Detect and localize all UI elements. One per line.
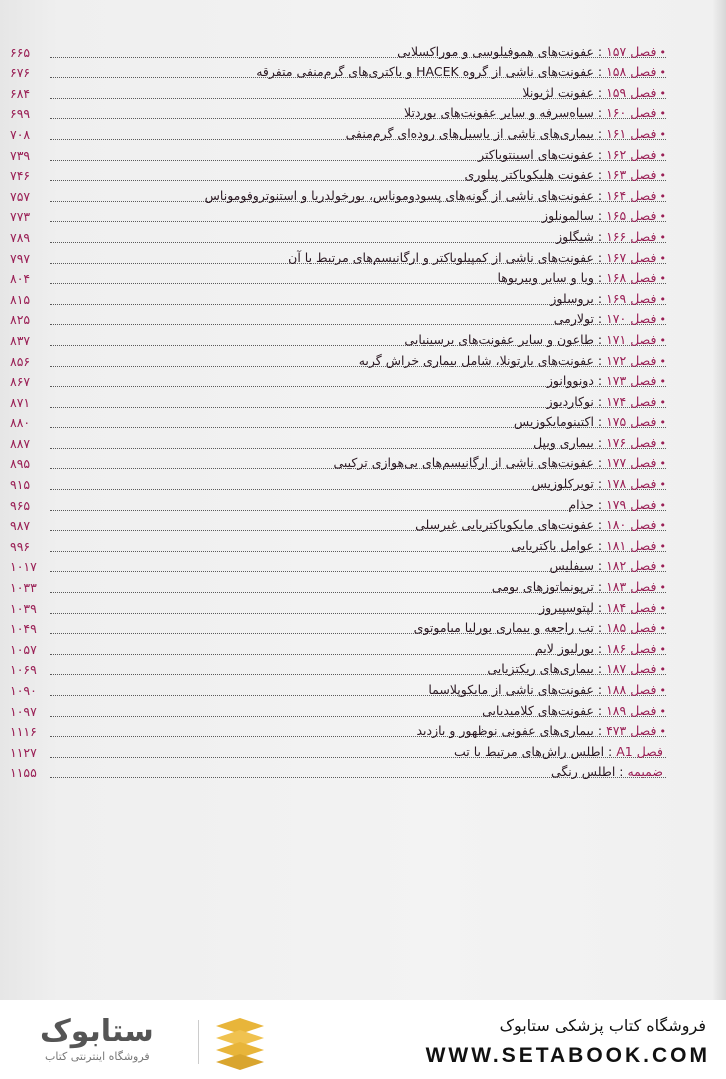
toc-row [10, 122, 666, 143]
chapter-number: فصل ۱۸۰ [606, 517, 657, 533]
bullet-icon: • [659, 457, 666, 471]
page-number: ۶۷۶ [10, 65, 31, 81]
toc-row [10, 205, 666, 226]
logo-divider [198, 1020, 199, 1064]
chapter-number: فصل ۱۸۶ [606, 640, 657, 656]
page-number: ۹۸۷ [10, 518, 31, 534]
page-number: ۱۱۵۵ [10, 765, 37, 781]
chapter-number: فصل ۱۸۴ [606, 599, 657, 615]
page-number: ۸۸۷ [10, 435, 31, 451]
chapter-number: فصل ۱۷۸ [606, 476, 657, 492]
toc-entry [359, 353, 666, 370]
toc-row [10, 699, 666, 720]
chapter-number: فصل ۱۶۷ [606, 249, 657, 265]
table-of-contents [10, 40, 666, 781]
toc-entry [535, 641, 666, 658]
bullet-icon: • [659, 66, 666, 80]
bullet-icon: • [659, 684, 666, 697]
bullet-icon: • [659, 230, 666, 244]
chapter-title: : تولارمی [553, 311, 607, 327]
toc-row [10, 617, 666, 638]
bullet-icon: • [659, 333, 666, 347]
chapter-title: : سالمونلوز [542, 208, 607, 224]
chapter-title: : عفونت هلیکوباکتر پیلوری [464, 167, 607, 183]
bullet-icon: • [659, 663, 666, 677]
page-number: ۷۷۳ [10, 209, 31, 225]
chapter-number: فصل ۱۷۷ [606, 455, 657, 471]
toc-row [10, 452, 666, 473]
bullet-icon: • [659, 622, 666, 636]
toc-entry [404, 105, 666, 122]
chapter-number: فصل ۱۷۵ [606, 414, 657, 430]
toc-entry [554, 311, 666, 328]
toc-row [10, 493, 666, 514]
toc-row [10, 761, 666, 782]
bullet-icon: • [659, 581, 666, 595]
logo-tagline: فروشگاه اینترنتی کتاب [45, 1050, 150, 1063]
chapter-number: ضمیمه [627, 764, 663, 780]
bullet-icon: • [659, 498, 666, 512]
bullet-icon: • [659, 148, 666, 162]
toc-entry [414, 620, 666, 637]
toc-row [10, 514, 666, 535]
toc-entry [539, 600, 666, 617]
chapter-title: : بیماری‌های ریکتزیایی [487, 661, 607, 677]
toc-entry [478, 147, 666, 164]
chapter-title: : جذام [568, 496, 607, 512]
page-number: ۸۰۴ [10, 271, 31, 287]
toc-row [10, 328, 666, 349]
logo-wordmark: ستابوک [40, 1014, 154, 1049]
toc-row [10, 61, 666, 82]
chapter-number: فصل ۱۵۷ [606, 43, 657, 59]
chapter-title: : ترپونماتوزهای بومی [491, 579, 607, 595]
toc-row [10, 555, 666, 576]
chapter-title: : تب راجعه و بیماری بورلیا میاموتوی [413, 620, 607, 636]
toc-entry [551, 764, 666, 781]
chapter-title: : عفونت‌های هموفیلوسی و موراکسلایی [397, 43, 607, 59]
store-name: فروشگاه کتاب پزشکی ستابوک [499, 1016, 706, 1035]
toc-entry [522, 85, 666, 102]
chapter-number: فصل ۱۷۳ [606, 373, 657, 389]
chapter-title: : عفونت‌های ناشی از مایکوپلاسما [428, 682, 607, 697]
chapter-title: : بیماری ویپل [533, 434, 607, 450]
bullet-icon: • [659, 210, 666, 224]
page-number: ۹۹۶ [10, 538, 31, 554]
toc-row [10, 411, 666, 432]
toc-row [10, 740, 666, 761]
toc-row [10, 658, 666, 679]
page-number: ۷۹۷ [10, 250, 31, 266]
toc-entry [205, 188, 666, 205]
toc-entry [428, 682, 666, 699]
bullet-icon: • [659, 107, 666, 121]
toc-row [10, 370, 666, 391]
chapter-number: فصل A1 [616, 743, 663, 759]
toc-row [10, 225, 666, 246]
bullet-icon: • [659, 416, 666, 430]
page-number: ۷۴۶ [10, 168, 31, 184]
toc-row [10, 40, 666, 61]
bullet-icon: • [659, 642, 666, 656]
toc-row [10, 287, 666, 308]
toc-row [10, 102, 666, 123]
chapter-number: فصل ۱۶۲ [606, 146, 657, 162]
chapter-title: : عفونت‌های ناشی از گونه‌های پسودوموناس، بورخولدریا و استنوتروفوموناس [204, 187, 607, 203]
bullet-icon: • [659, 601, 666, 615]
page-number: ۱۰۳۹ [10, 600, 37, 616]
chapter-title: : عفونت‌های ناشی از گروه HACEK و باکتری‌های گرم‌منفی متفرقه [256, 64, 607, 80]
chapter-title: : عفونت لژیونلا [522, 84, 607, 100]
store-url[interactable]: WWW.SETABOOK.COM [425, 1044, 710, 1067]
store-footer [0, 1000, 726, 1079]
chapter-number: فصل ۱۸۲ [606, 558, 657, 574]
bullet-icon: • [659, 560, 666, 574]
toc-entry [497, 270, 666, 287]
toc-entry [492, 579, 666, 596]
toc-entry [487, 661, 666, 678]
page-number: ۸۳۷ [10, 332, 31, 348]
page-number: ۸۷۱ [10, 394, 31, 410]
chapter-number: فصل ۱۶۰ [606, 105, 657, 121]
bullet-icon: • [659, 127, 666, 141]
page-number: ۸۹۵ [10, 456, 31, 472]
toc-entry [416, 723, 666, 740]
chapter-number: فصل ۱۶۳ [606, 167, 657, 183]
chapter-number: فصل ۱۵۹ [606, 84, 657, 100]
toc-entry [547, 394, 666, 411]
toc-entry [333, 455, 666, 472]
page-number: ۸۸۰ [10, 415, 31, 431]
toc-entry [511, 538, 666, 555]
bullet-icon: • [659, 375, 666, 389]
page-number: ۷۵۷ [10, 188, 31, 204]
chapter-title: : دونووانوز [546, 373, 607, 389]
toc-entry [454, 744, 666, 761]
page-number: ۷۰۸ [10, 126, 31, 142]
chapter-number: فصل ۱۷۰ [606, 311, 657, 327]
chapter-number: فصل ۱۷۶ [606, 434, 657, 450]
page-number: ۶۶۵ [10, 44, 31, 60]
page-number: ۸۲۵ [10, 312, 31, 328]
chapter-title: : عفونت‌های ناشی از کمپیلوباکتر و ارگانیسم‌های مرتبط با آن [288, 249, 607, 265]
bullet-icon: • [659, 169, 666, 183]
chapter-title: : عفونت‌های کلامیدیایی [482, 702, 607, 718]
toc-entry [550, 558, 667, 575]
chapter-number: فصل ۱۷۴ [606, 393, 657, 409]
chapter-title: : شیگلوز [556, 228, 607, 244]
chapter-title: : اکتینومایکوزیس [513, 414, 607, 430]
toc-entry [256, 64, 666, 81]
bullet-icon: • [659, 395, 666, 409]
page-number: ۱۰۴۹ [10, 621, 37, 637]
toc-row [10, 390, 666, 411]
toc-row [10, 246, 666, 267]
chapter-number: فصل ۴۷۳ [606, 723, 657, 739]
bullet-icon: • [659, 539, 666, 553]
toc-row [10, 431, 666, 452]
toc-row [10, 184, 666, 205]
page-number: ۱۰۹۷ [10, 703, 37, 719]
page-number: ۱۰۱۷ [10, 559, 37, 575]
toc-row [10, 81, 666, 102]
page-number: ۹۱۵ [10, 477, 31, 493]
toc-entry [542, 208, 666, 225]
setabook-logo-icon [210, 1016, 270, 1072]
chapter-title: : لپتوسپیروز [539, 599, 607, 615]
chapter-number: فصل ۱۶۵ [606, 208, 657, 224]
toc-entry [514, 414, 666, 431]
toc-entry [482, 703, 666, 720]
chapter-title: : بروسلوز [550, 290, 607, 306]
chapter-title: : سیاه‌سرفه و سایر عفونت‌های بوردتلا [404, 105, 607, 121]
toc-row [10, 534, 666, 555]
page-number: ۹۶۵ [10, 497, 31, 513]
chapter-number: فصل ۱۷۱ [606, 331, 657, 347]
page-number: ۸۵۶ [10, 353, 31, 369]
page-number: ۱۰۶۹ [10, 662, 37, 678]
page-number: ۶۹۹ [10, 106, 31, 122]
page-number: ۱۰۳۳ [10, 580, 37, 596]
chapter-title: : طاعون و سایر عفونت‌های یرسینیایی [404, 331, 607, 347]
bullet-icon: • [659, 725, 666, 739]
chapter-title: : بیماری‌های عفونی نوظهور و بازدید [416, 723, 607, 739]
toc-entry [415, 517, 666, 534]
page-number: ۷۳۹ [10, 147, 31, 163]
page-number: ۱۱۱۶ [10, 724, 37, 740]
page-number: ۶۸۴ [10, 85, 31, 101]
toc-row [10, 575, 666, 596]
toc-entry [556, 229, 666, 246]
chapter-title: : عفونت‌های اسینتوباکتر [478, 146, 607, 162]
toc-entry [346, 126, 666, 143]
toc-entry [404, 332, 666, 349]
bullet-icon: • [659, 704, 666, 718]
page-number: ۱۰۹۰ [10, 683, 37, 698]
chapter-title: : عفونت‌های مایکوباکتریایی غیرسلی [415, 517, 607, 533]
page-number: ۱۱۲۷ [10, 744, 37, 760]
bullet-icon: • [659, 189, 666, 203]
toc-row [10, 720, 666, 741]
toc-row [10, 596, 666, 617]
page-number: ۱۰۵۷ [10, 641, 37, 657]
toc-row [10, 678, 666, 699]
toc-entry [550, 291, 666, 308]
bullet-icon: • [659, 478, 666, 492]
toc-row [10, 267, 666, 288]
chapter-number: فصل ۱۸۳ [606, 579, 657, 595]
page-number: ۷۸۹ [10, 229, 31, 245]
chapter-number: فصل ۱۸۸ [606, 682, 657, 697]
chapter-title: : عوامل باکتریایی [511, 537, 607, 553]
page-number: ۸۱۵ [10, 291, 31, 307]
chapter-number: فصل ۱۶۶ [606, 228, 657, 244]
chapter-number: فصل ۱۸۷ [606, 661, 657, 677]
toc-entry [288, 250, 666, 267]
toc-entry [465, 167, 666, 184]
toc-row [10, 637, 666, 658]
chapter-number: فصل ۱۸۹ [606, 702, 657, 718]
toc-entry [532, 476, 666, 493]
chapter-number: فصل ۱۶۹ [606, 290, 657, 306]
bullet-icon: • [659, 354, 666, 368]
chapter-title: : اطلس راش‌های مرتبط با تب [453, 743, 617, 759]
toc-entry [533, 435, 666, 452]
bullet-icon: • [659, 313, 666, 327]
chapter-number: فصل ۱۶۴ [606, 187, 657, 203]
toc-row [10, 164, 666, 185]
page-number: ۸۶۷ [10, 374, 31, 390]
bullet-icon: • [659, 292, 666, 306]
chapter-title: : وبا و سایر ویبریوها [497, 270, 607, 286]
chapter-number: فصل ۱۸۵ [606, 620, 657, 636]
chapter-number: فصل ۱۷۲ [606, 352, 657, 368]
chapter-title: : سیفلیس [549, 558, 607, 574]
toc-row [10, 349, 666, 370]
toc-entry [568, 497, 666, 514]
chapter-title: : اطلس رنگی [550, 764, 628, 780]
toc-entry [547, 373, 666, 390]
chapter-number: فصل ۱۵۸ [606, 64, 657, 80]
chapter-title: : نوکاردیوز [546, 393, 607, 409]
chapter-number: فصل ۱۸۱ [606, 537, 657, 553]
chapter-number: فصل ۱۷۹ [606, 496, 657, 512]
toc-row [10, 143, 666, 164]
bullet-icon: • [659, 251, 666, 265]
bullet-icon: • [659, 272, 666, 286]
toc-row [10, 308, 666, 329]
chapter-title: : بورلیوز لایم [534, 640, 607, 656]
bullet-icon: • [659, 45, 666, 59]
toc-entry [397, 44, 666, 61]
bullet-icon: • [659, 436, 666, 450]
chapter-title: : بیماری‌های ناشی از باسیل‌های روده‌ای گرم‌منفی [345, 125, 607, 141]
bullet-icon: • [659, 86, 666, 100]
chapter-number: فصل ۱۶۸ [606, 270, 657, 286]
chapter-title: : عفونت‌های بارتونلا، شامل بیماری خراش گربه [358, 352, 607, 368]
toc-row [10, 472, 666, 493]
chapter-number: فصل ۱۶۱ [606, 125, 657, 141]
chapter-title: : عفونت‌های ناشی از ارگانیسم‌های بی‌هوازی ترکیبی [333, 455, 607, 471]
bullet-icon: • [659, 519, 666, 533]
chapter-title: : توبرکلوزیس [531, 476, 607, 492]
